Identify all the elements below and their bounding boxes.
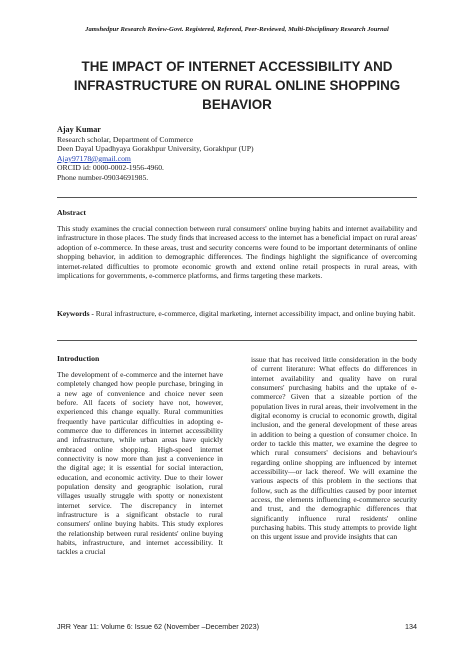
abstract-text: This study examines the crucial connection between rural consumers' online buying habits and internet availability and infrastructure in those places. The study finds that increased access to the internet has a beneficial impact on rural areas' adoption of e-commerce. In these areas, trust and security concerns were found to be important determinants of online shopping behavior, in addition to demographic differences. The findings highlight the significance of overcoming internet-related difficulties to promote economic growth and extend online retail prospects in rural areas, with implications for governments, e-commerce platforms, and firms targeting these markets. bbox=[57, 224, 417, 281]
introduction-heading: Introduction bbox=[57, 354, 100, 363]
keywords-label: Keywords - bbox=[57, 309, 94, 318]
page-footer bbox=[57, 622, 417, 631]
author-block bbox=[57, 125, 417, 183]
author-name: Ajay Kumar bbox=[57, 125, 101, 134]
journal-header: Jamshedpur Research Review-Govt. Registered, Refereed, Peer-Reviewed, Multi-Disciplinary Research Journal bbox=[85, 26, 389, 33]
author-email-link[interactable]: Ajay97178@gmail.com bbox=[57, 153, 131, 163]
author-phone: Phone number-09034691985. bbox=[57, 172, 149, 182]
divider-bottom bbox=[57, 340, 417, 341]
author-university: Deen Dayal Upadhyaya Gorakhpur University, Gorakhpur (UP) bbox=[57, 144, 254, 154]
introduction-left-column: The development of e-commerce and the internet have completely changed how people purchase, bringing in a new age of convenience and choice never seen before. All facets of society have not, however, experienced this change equally. Rural communities frequently have particular difficulties in adopting e-commerce due to differences in internet accessibility and infrastructure, while urban areas have quickly embraced online shopping. High-speed internet connectivity is now more than just a convenience in the digital age; it is essential for social interaction, education, and economic activity. Due to their lower population density and geographic isolation, rural villages usually struggle with spotty or nonexistent internet service. The discrepancy in internet infrastructure is a significant obstacle to rural consumers' online buying habits. This study explores the relationship between rural residents' online buying habits, infrastructure, and internet accessibility. It tackles a crucial bbox=[57, 370, 223, 557]
abstract-heading: Abstract bbox=[57, 208, 87, 217]
footer-citation: JRR Year 11: Volume 6: Issue 62 (November –December 2023) bbox=[57, 622, 260, 631]
divider-top bbox=[57, 197, 417, 198]
page-number: 134 bbox=[405, 622, 417, 631]
author-orcid: ORCID id: 0000-0002-1956-4960. bbox=[57, 163, 164, 173]
paper-title: THE IMPACT OF INTERNET ACCESSIBILITY AND INFRASTRUCTURE ON RURAL ONLINE SHOPPING BEHAVIOR bbox=[73, 59, 401, 112]
keywords-text: Rural infrastructure, e-commerce, digital marketing, internet accessibility impact, and online buying habit. bbox=[93, 309, 416, 318]
keywords-paragraph bbox=[57, 309, 417, 318]
introduction-right-column: issue that has received little consideration in the body of current literature: What effects do differences in internet availability and quality have on rural consumers' purchasing habits and the uptake of e-commerce? Given that a sizeable portion of the population lives in rural areas, their involvement in the digital economy is crucial to economic growth, digital inclusion, and the general development of these areas in addition to being a question of consumer choice. In order to tackle this matter, we examine the degree to which rural consumers' decisions and behaviour's regarding online shopping are influenced by internet accessibility—or lack thereof. We will examine the various aspects of this problem in the sections that follow, such as the difficulties caused by poor internet access, the elements influencing e-commerce security and trust, and the demographic differences that significantly influence rural residents' online purchasing habits. This study attempts to provide light on this urgent issue and provide insights that can bbox=[251, 355, 417, 542]
author-position: Research scholar, Department of Commerce bbox=[57, 134, 194, 144]
